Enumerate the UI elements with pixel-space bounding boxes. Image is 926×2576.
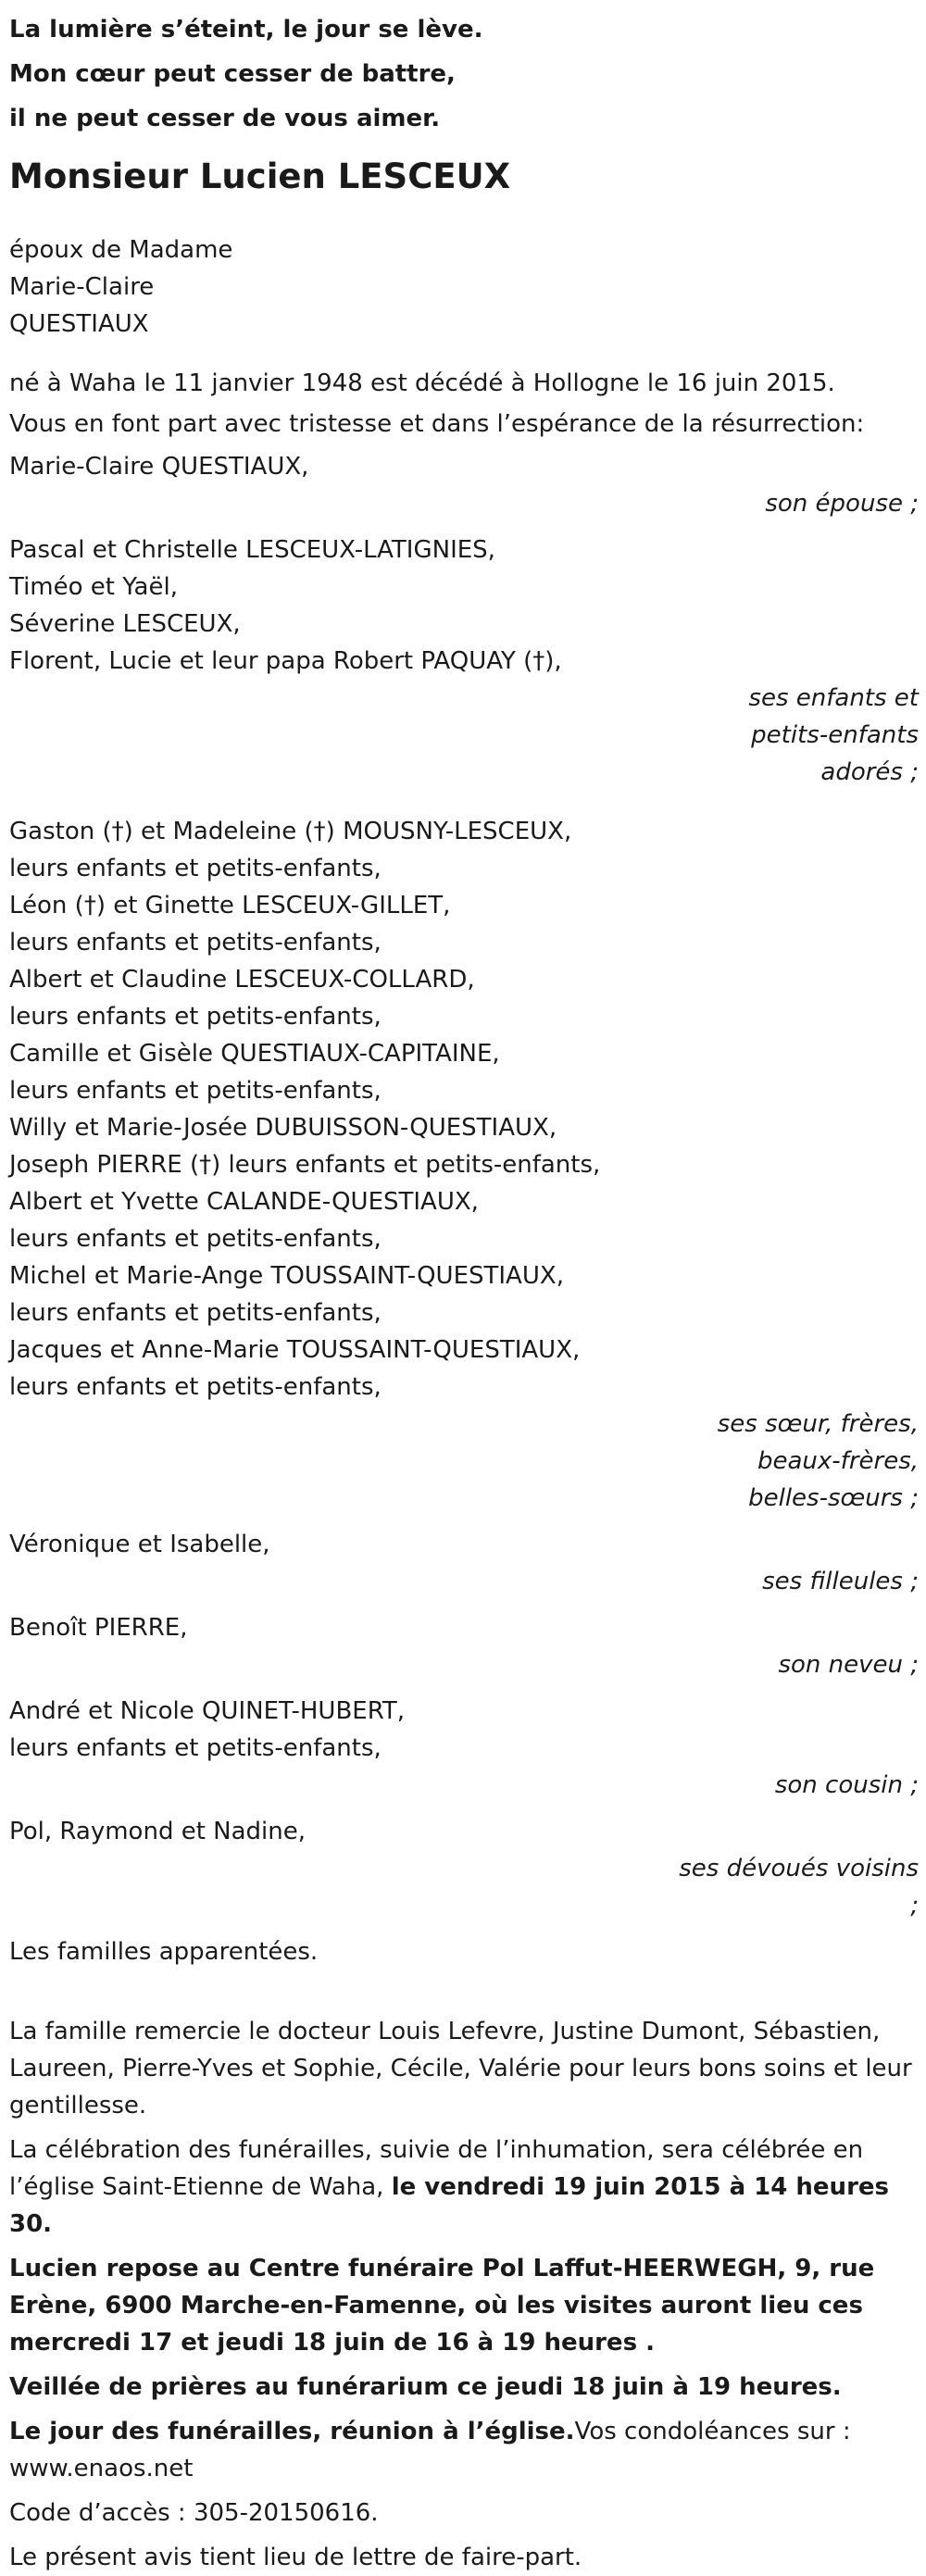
mourner-group-siblings: [9, 813, 919, 1517]
mourner-name: Léon (†) et Ginette LESCEUX-GILLET,: [9, 892, 451, 919]
spouse-line: Marie-Claire: [9, 273, 155, 301]
mourner-name: André et Nicole QUINET-HUBERT,: [9, 1697, 406, 1725]
mourner-name: Camille et Gisèle QUESTIAUX-CAPITAINE,: [9, 1040, 500, 1068]
mourner-group-children: [9, 531, 919, 791]
celebration-text: La célébration des funérailles, suivie de l’inhumation, sera célébrée en l’église Saint-Etienne de Waha,: [9, 2136, 864, 2201]
related-families-text: Les familles apparentées.: [9, 1938, 319, 1966]
mourner-name: Séverine LESCEUX,: [9, 610, 241, 638]
birth-death-text: né à Waha le 11 janvier 1948 est décédé à Hollogne le 16 juin 2015.: [9, 369, 835, 397]
mourner-name: Joseph PIERRE (†) leurs enfants et petits-enfants,: [9, 1151, 601, 1179]
spouse-line: QUESTIAUX: [9, 310, 149, 338]
relationship-label: ses enfants et: [748, 684, 919, 712]
mourner-name: Florent, Lucie et leur papa Robert PAQUAY (†),: [9, 647, 562, 675]
mourner-name: leurs enfants et petits-enfants,: [9, 1299, 382, 1327]
mourner-name: Véronique et Isabelle,: [9, 1531, 270, 1558]
celebration-paragraph: [9, 2132, 919, 2243]
mourner-name: leurs enfants et petits-enfants,: [9, 1734, 382, 1762]
intro-verse: [9, 7, 919, 141]
spouse-block: [9, 231, 919, 343]
relationship-label: ses filleules ;: [762, 1568, 919, 1595]
relationship-label: ses sœur, frères,: [717, 1410, 919, 1438]
relationship-label: ses dévoués voisins: [679, 1855, 919, 1882]
vigil-paragraph: Veillée de prières au funérarium ce jeudi 18 juin à 19 heures.: [9, 2373, 842, 2401]
mourner-name: Michel et Marie-Ange TOUSSAINT-QUESTIAUX,: [9, 1262, 564, 1290]
intro-line: Mon cœur peut cesser de battre,: [9, 60, 456, 88]
closing-text: Le présent avis tient lieu de lettre de faire-part.: [9, 2544, 582, 2571]
relationship-label: beaux-frères,: [757, 1447, 919, 1475]
mourner-name: Pascal et Christelle LESCEUX-LATIGNIES,: [9, 536, 495, 564]
website-link[interactable]: www.enaos.net: [9, 2455, 194, 2482]
mourner-name: Albert et Yvette CALANDE-QUESTIAUX,: [9, 1188, 479, 1216]
mourner-name: leurs enfants et petits-enfants,: [9, 929, 382, 957]
relationship-label: ;: [910, 1892, 919, 1919]
intro-line: il ne peut cesser de vous aimer.: [9, 105, 441, 132]
mourner-name: leurs enfants et petits-enfants,: [9, 855, 382, 882]
relationship-label: son neveu ;: [778, 1651, 919, 1679]
mourner-name: Jacques et Anne-Marie TOUSSAINT-QUESTIAUX,: [9, 1336, 581, 1364]
relationship-label: son cousin ;: [774, 1771, 919, 1799]
relationship-label: son épouse ;: [765, 490, 919, 518]
access-code-text: Code d’accès : 305-20150616.: [9, 2499, 379, 2527]
announcement-text: Vous en font part avec tristesse et dans l’espérance de la résurrection:: [9, 410, 865, 438]
obituary-notice: [9, 7, 919, 2576]
funeral-day-text: Le jour des funérailles, réunion à l’église.: [9, 2418, 575, 2445]
mourner-name: leurs enfants et petits-enfants,: [9, 1003, 382, 1031]
spouse-line: époux de Madame: [9, 236, 233, 264]
condolences-text: Vos condoléances sur :: [574, 2418, 851, 2445]
mourner-name: leurs enfants et petits-enfants,: [9, 1373, 382, 1401]
celebration-date: le vendredi 19 juin 2015 à 14 heures 30.: [9, 2173, 889, 2238]
thanks-paragraph: La famille remercie le docteur Louis Lefevre, Justine Dumont, Sébastien, Laureen, Pierre-Yves et Sophie, Cécile, Valérie pour leurs bons soins et leur gentillesse.: [9, 2018, 912, 2120]
deceased-name: Monsieur Lucien LESCEUX: [9, 156, 511, 196]
mourner-name: Pol, Raymond et Nadine,: [9, 1818, 307, 1845]
mourner-name: Albert et Claudine LESCEUX-COLLARD,: [9, 966, 475, 994]
relationship-label: belles-sœurs ;: [748, 1484, 919, 1512]
relationship-label: petits-enfants: [751, 721, 919, 749]
funeral-day-paragraph: [9, 2413, 919, 2450]
mourner-name: leurs enfants et petits-enfants,: [9, 1225, 382, 1253]
repose-paragraph: Lucien repose au Centre funéraire Pol Laffut-HEERWEGH, 9, rue Erène, 6900 Marche-en-Famenne, où les visites auront lieu ces mercredi 17 et jeudi 18 juin de 16 à 19 heures .: [9, 2255, 875, 2357]
intro-line: La lumière s’éteint, le jour se lève.: [9, 16, 483, 44]
mourner-name: Marie-Claire QUESTIAUX,: [9, 453, 309, 481]
mourner-name: Willy et Marie-Josée DUBUISSON-QUESTIAUX,: [9, 1114, 557, 1142]
mourner-name: leurs enfants et petits-enfants,: [9, 1077, 382, 1105]
mourner-name: Timéo et Yaël,: [9, 573, 178, 601]
mourner-name: Benoît PIERRE,: [9, 1614, 188, 1642]
mourner-name: Gaston (†) et Madeleine (†) MOUSNY-LESCEUX,: [9, 818, 572, 845]
relationship-label: adorés ;: [820, 758, 919, 786]
